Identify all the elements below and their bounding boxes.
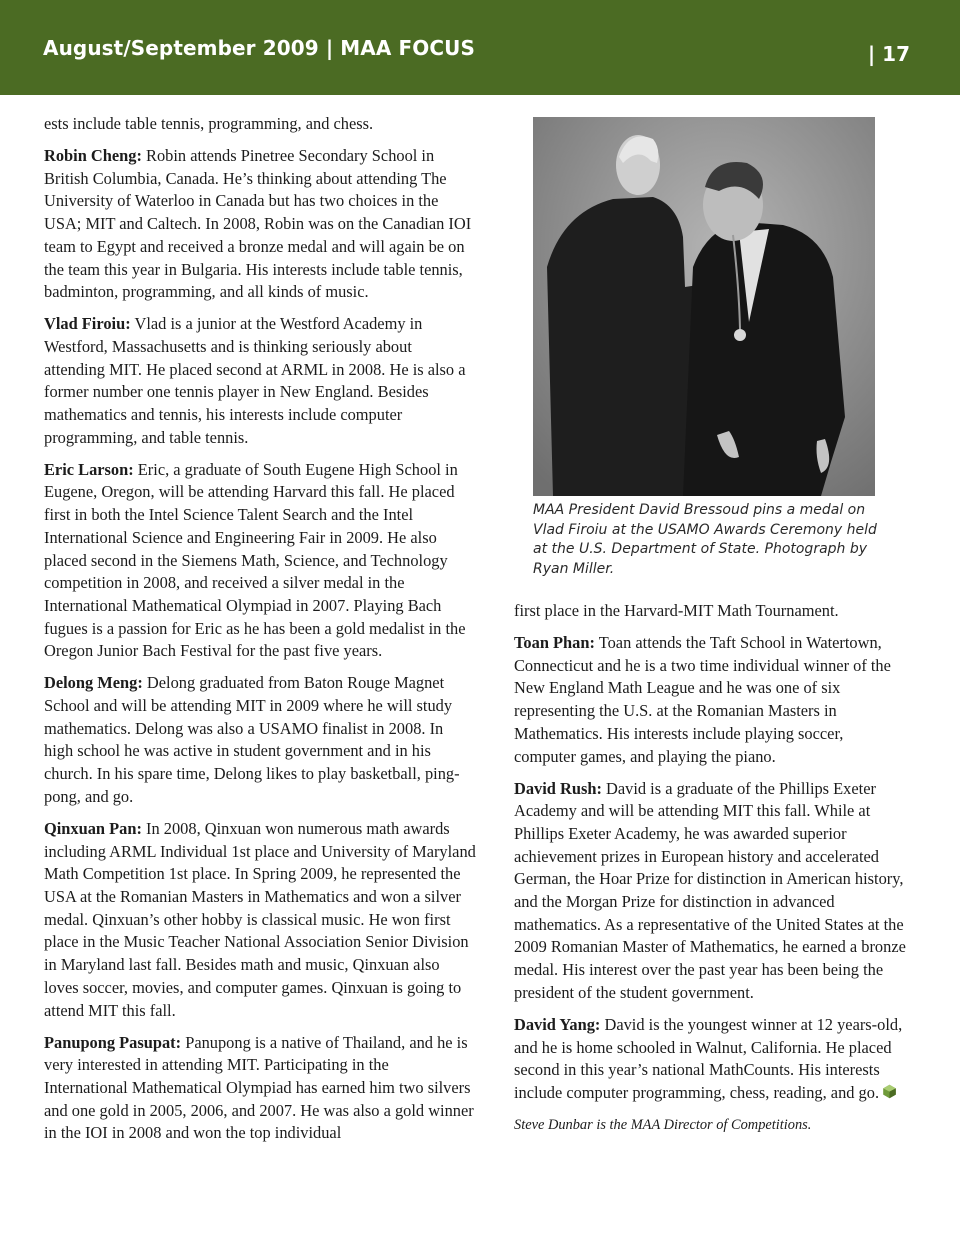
bio-david-yang (514, 1014, 906, 1105)
bio-delong-meng (44, 672, 476, 808)
author-note: Steve Dunbar is the MAA Director of Competitions. (514, 1116, 812, 1133)
bio-panupong-pasupat (44, 1032, 476, 1146)
bio-text: Robin attends Pinetree Secondary School in British Columbia, Canada. He’s thinking about attending The University of Waterloo in Canada but has two choices in the USA; MIT and Caltech. In 2008, Robin was on the Canadian IOI team to Egypt and received a bronze medal and will again be on the team this year in Bulgaria. His interests include table tennis, badminton, programming, and all kinds of music. (44, 146, 472, 302)
bio-text: Eric, a graduate of South Eugene High School in Eugene, Oregon, will be attending Harvard this fall. He placed first in both the Intel Science Talent Search and the Intel International Science and Engineering Fair in 2009. He also placed second in the Siemens Math, Science, and Technology competition in 2008, and received a silver medal in the International Mathematical Olympiad in 2007. Playing Bach fugues is a passion for Eric as he has been a gold medalist in the Oregon Junior Bach Festival for the past five years. (44, 459, 466, 661)
end-of-article-icon (882, 1084, 897, 1099)
ceremony-photo-illustration (533, 117, 875, 496)
continuation-paragraph: first place in the Harvard-MIT Math Tournament. (514, 601, 839, 620)
bio-text: Delong graduated from Baton Rouge Magnet School and will be attending MIT in 2009 where he will study mathematics. Delong was also a USAMO finalist in 2008. In high school he was active in student government and in his church. In his spare time, Delong likes to play basketball, ping-pong, and go. (44, 673, 460, 806)
bio-text: In 2008, Qinxuan won numerous math awards including ARML Individual 1st place and University of Maryland Math Competition 1st place. In Spring 2009, he represented the USA at the Romanian Masters in Mathematics and won a silver medal. Qinxuan’s other hobby is classical music. He won first place in the Music Teacher National Association Senior Division in Maryland last fall. Besides math and music, Qinxuan also loves soccer, movies, and computer games. Qinxuan is going to attend MIT this fall. (44, 818, 476, 1020)
bio-text: Panupong is a native of Thailand, and he is very interested in attending MIT. Participating in the International Mathematical Olympiad has earned him two silvers and one gold in 2005, 2006, and 2007. He was also a gold winner in the IOI in 2008 and won the top individual (44, 1032, 474, 1143)
bio-toan-phan (514, 632, 906, 768)
ceremony-photo (533, 117, 875, 496)
bio-text: David is the youngest winner at 12 years-old, and he is home schooled in Walnut, California. He placed second in this year’s national MathCounts. His interests include computer programming, chess, reading, and go. (514, 1014, 903, 1102)
publication-title: August/September 2009 | MAA FOCUS (43, 36, 476, 60)
page-number: | 17 (867, 42, 910, 66)
bio-david-rush (514, 778, 906, 1005)
bio-name: David Yang: (514, 1014, 601, 1034)
bio-text: Vlad is a junior at the Westford Academy in Westford, Massachusetts and is thinking seriously about attending MIT. He placed second at ARML in 2008. He is also a former number one tennis player in New England. Besides mathematics and tennis, his interests include computer programming, and table tennis. (44, 314, 466, 447)
bio-name: Eric Larson: (44, 459, 134, 479)
right-column (514, 600, 906, 1146)
bio-name: Vlad Firoiu: (44, 314, 131, 334)
left-column (44, 113, 476, 1154)
bio-name: David Rush: (514, 778, 602, 798)
bio-name: Delong Meng: (44, 673, 143, 693)
bio-name: Toan Phan: (514, 633, 595, 652)
page-header (0, 0, 960, 95)
bio-text: David is a graduate of the Phillips Exeter Academy and will be attending MIT this fall. While at Phillips Exeter Academy, he was awarded superior achievement prizes in European history and accelerated German, the Hoar Prize for distinction in American history, and the Morgan Prize for distinction in advanced mathematics. As a representative of the United States at the 2009 Romanian Master of Mathematics, he earned a bronze medal. His interest over the past year has been being the president of the student government. (514, 778, 906, 1002)
bio-text: Toan attends the Taft School in Watertown, Connecticut and he is a two time individual winner of the New England Math League and he was one of six representing the U.S. at the Romanian Masters in Mathematics. His interests include playing soccer, computer games, and playing the piano. (514, 633, 891, 766)
bio-name: Panupong Pasupat: (44, 1032, 182, 1052)
bio-robin-cheng (44, 145, 476, 304)
bio-qinxuan-pan (44, 818, 476, 1022)
photo-caption: MAA President David Bressoud pins a medal on Vlad Firoiu at the USAMO Awards Ceremony held at the U.S. Department of State. Photograph by Ryan Miller. (533, 502, 877, 577)
continuation-paragraph: ests include table tennis, programming, and chess. (44, 114, 374, 133)
bio-eric-larson (44, 459, 476, 663)
bio-vlad-firoiu (44, 313, 476, 449)
bio-name: Qinxuan Pan: (44, 818, 142, 838)
bio-name: Robin Cheng: (44, 146, 142, 165)
